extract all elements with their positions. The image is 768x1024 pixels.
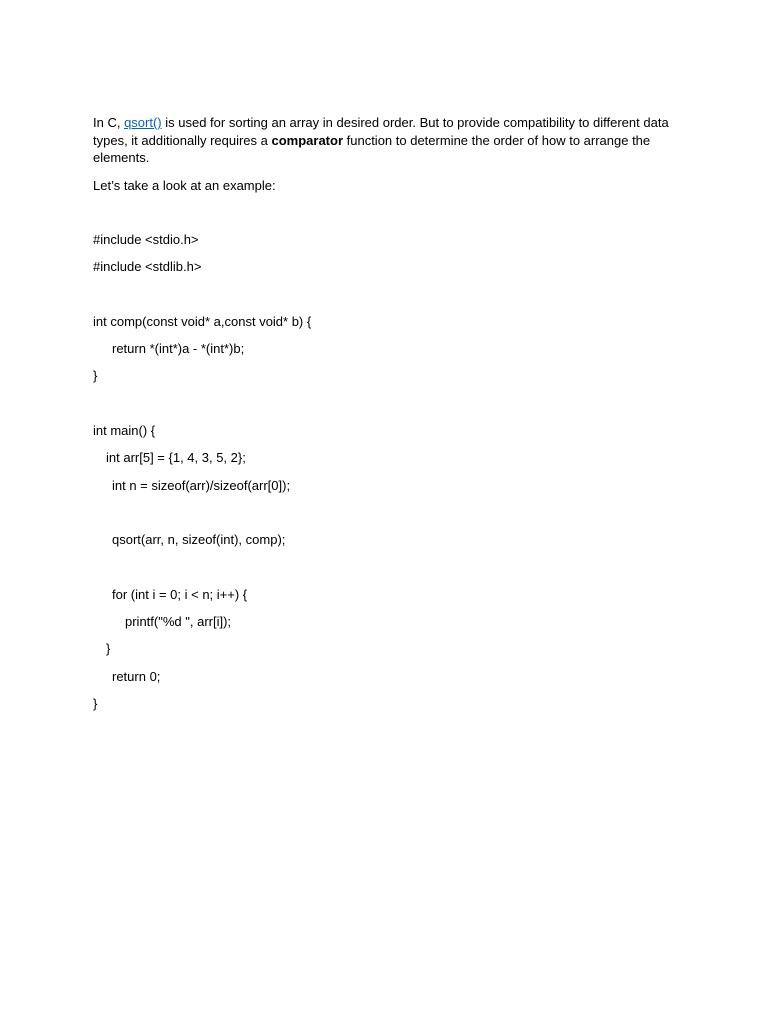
code-line: #include <stdlib.h>: [93, 259, 202, 275]
code-blank-line: [93, 504, 683, 531]
code-line: #include <stdio.h>: [93, 232, 199, 247]
intro-prefix: In C,: [93, 115, 125, 130]
code-line: for (int i = 0; i < n; i++) {: [112, 586, 248, 602]
code-line: int comp(const void* a,const void* b) {: [93, 313, 312, 329]
code-blank-line: [93, 395, 683, 422]
comparator-bold: comparator: [271, 132, 344, 148]
code-line: return *(int*)a - *(int*)b;: [112, 341, 245, 357]
intro-paragraph: [93, 114, 683, 167]
code-blank-line: [93, 559, 683, 586]
code-line: int main() {: [93, 423, 156, 439]
code-listing: [93, 231, 683, 722]
code-line: int n = sizeof(arr)/sizeof(arr[0]);: [112, 477, 291, 493]
qsort-link[interactable]: qsort(): [124, 115, 162, 130]
code-line: int arr[5] = {1, 4, 3, 5, 2};: [106, 450, 246, 466]
code-line: return 0;: [112, 668, 161, 684]
intro-suffix: function to determine the order of how to arrange the elements.: [93, 132, 651, 165]
code-line: }: [106, 641, 111, 657]
document-page: [93, 114, 683, 722]
code-line: }: [93, 368, 98, 384]
code-line: }: [93, 696, 98, 712]
intro-middle: is used for sorting an array in desired order. But to provide compatibility to different data types, it additionally requires a: [93, 115, 669, 148]
code-line: printf("%d ", arr[i]);: [125, 614, 232, 630]
lead-sentence: Let’s take a look at an example:: [93, 177, 276, 193]
code-blank-line: [93, 286, 683, 313]
code-line: qsort(arr, n, sizeof(int), comp);: [112, 532, 286, 548]
